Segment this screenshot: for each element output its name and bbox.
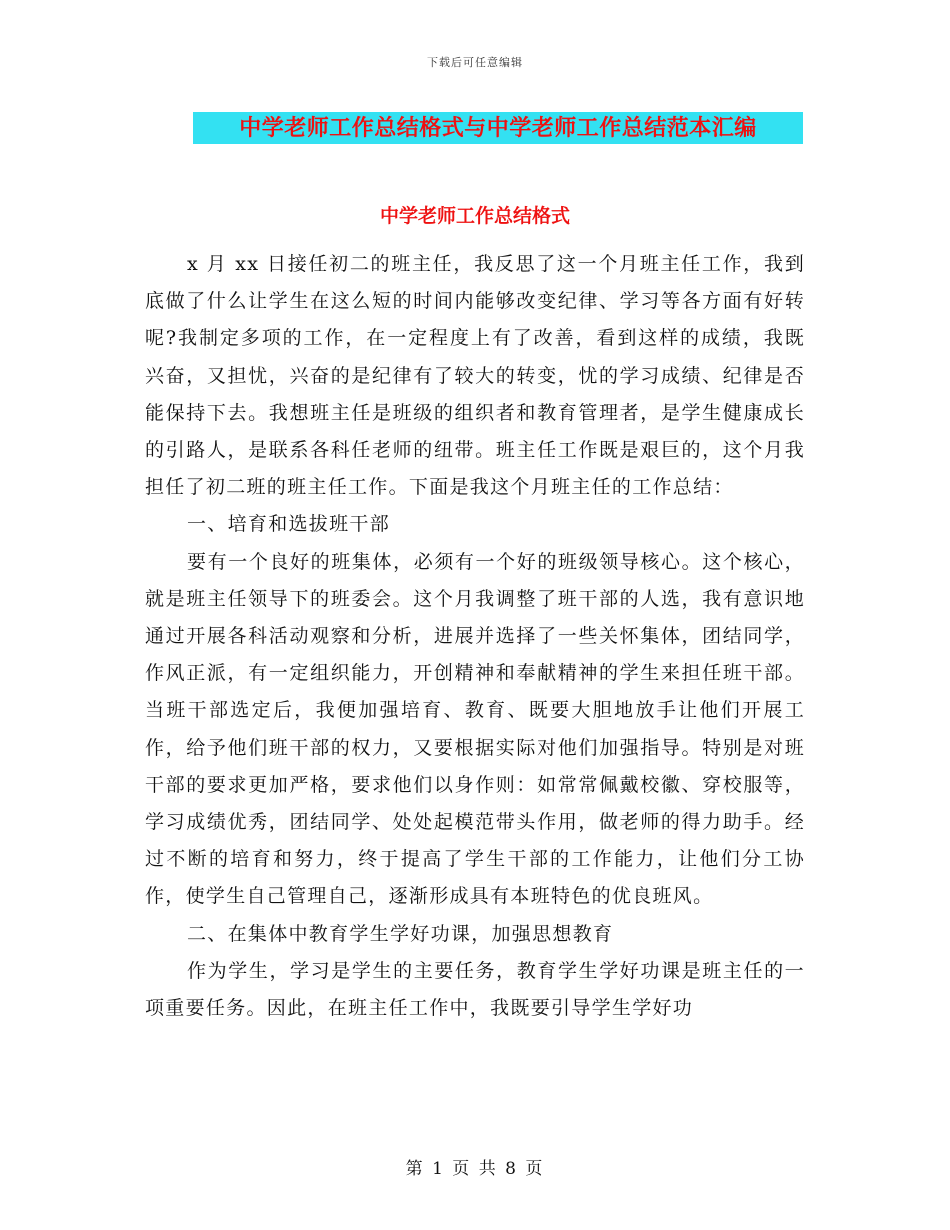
page-number-footer: 第 1 页 共 8 页	[405, 1159, 545, 1179]
document-body	[145, 246, 805, 1027]
paragraph-heading-2: 二、在集体中教育学生学好功课，加强思想教育	[187, 922, 614, 945]
page-header-note: 下载后可任意编辑	[427, 56, 523, 69]
paragraph-study: 作为学生，学习是学生的主要任务，教育学生学好功课是班主任的一项重要任务。因此，在班主任工作中，我既要引导学生学好功	[145, 959, 805, 1020]
paragraph-cadres: 要有一个良好的班集体，必须有一个好的班级领导核心。这个核心，就是班主任领导下的班委会。这个月我调整了班干部的人选，我有意识地通过开展各科活动观察和分析，进展并选择了一些关怀集体，团结同学，作风正派，有一定组织能力，开创精神和奉献精神的学生来担任班干部。当班干部选定后，我便加强培育、教育、既要大胆地放手让他们开展工作，给予他们班干部的权力，又要根据实际对他们加强指导。特别是对班干部的要求更加严格，要求他们以身作则：如常常佩戴校徽、穿校服等，学习成绩优秀，团结同学、处处起模范带头作用，做老师的得力助手。经过不断的培育和努力，终于提高了学生干部的工作能力，让他们分工协作，使学生自己管理自己，逐渐形成具有本班特色的优良班风。	[145, 550, 805, 908]
paragraph-heading-1: 一、培育和选拔班干部	[187, 513, 391, 536]
document-title-highlight	[193, 112, 803, 144]
document-title: 中学老师工作总结格式与中学老师工作总结范本汇编	[239, 115, 757, 141]
section-title: 中学老师工作总结格式	[379, 205, 570, 227]
paragraph-intro: x 月 xx 日接任初二的班主任，我反思了这一个月班主任工作，我到底做了什么让学生在这么短的时间内能够改变纪律、学习等各方面有好转呢?我制定多项的工作，在一定程度上有了改善，看到这样的成绩，我既兴奋，又担忧，兴奋的是纪律有了较大的转变，忧的学习成绩、纪律是否能保持下去。我想班主任是班级的组织者和教育管理者，是学生健康成长的引路人，是联系各科任老师的纽带。班主任工作既是艰巨的，这个月我担任了初二班的班主任工作。下面是我这个月班主任的工作总结：	[145, 253, 805, 499]
